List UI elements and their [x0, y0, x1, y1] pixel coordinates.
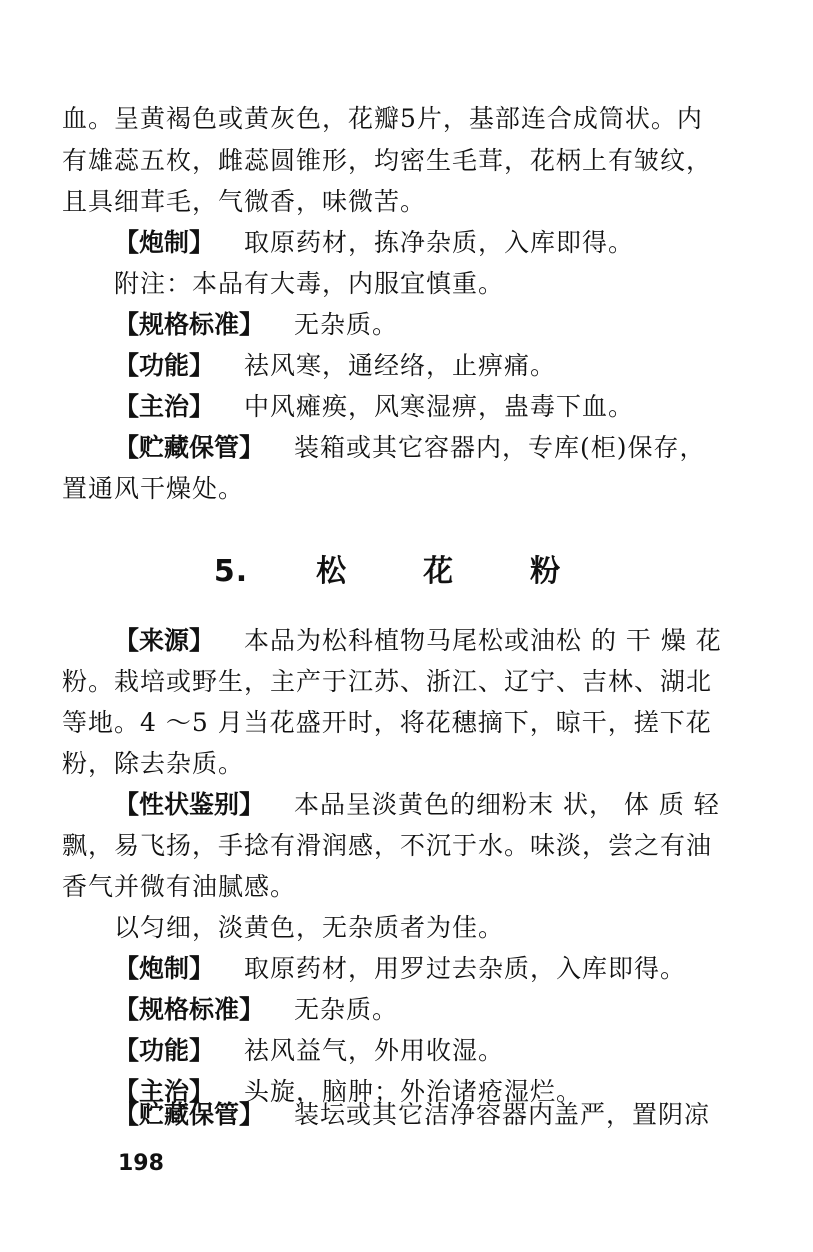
entry-number: 5.	[213, 554, 249, 589]
entry-source-text-1: 本品为松科植物马尾松或油松 的 干 燥 花	[244, 626, 722, 655]
entry-function-text: 祛风益气，外用收湿。	[244, 1036, 505, 1065]
entry-identify-line-3: 香气并微有油腻感。	[62, 872, 297, 901]
prev-function-text: 祛风寒，通经络，止痹痛。	[244, 351, 557, 380]
prev-description-line-3: 且具细茸毛，气微香，味微苦。	[62, 187, 427, 216]
entry-identify-tag: 【性状鉴别】	[114, 790, 265, 819]
prev-spec	[114, 308, 398, 342]
entry-storage-tag: 【贮藏保管】	[114, 1100, 265, 1129]
entry-title-char-1: 松	[316, 554, 348, 589]
prev-storage	[114, 431, 706, 465]
entry-storage	[114, 1098, 710, 1132]
entry-storage-text: 装坛或其它洁净容器内盖严，置阴凉	[294, 1100, 711, 1129]
entry-spec-tag: 【规格标准】	[114, 995, 265, 1024]
prev-indication-tag: 【主治】	[114, 392, 215, 421]
prev-function-tag: 【功能】	[114, 351, 215, 380]
prev-processing	[114, 226, 634, 260]
entry-processing	[114, 952, 686, 986]
prev-processing-text: 取原药材，拣净杂质，入库即得。	[244, 228, 635, 257]
entry-function	[114, 1034, 504, 1068]
entry-title-char-3: 粉	[530, 554, 562, 589]
prev-note: 附注：本品有大毒，内服宜慎重。	[114, 269, 505, 298]
entry-indication-tag: 【主治】	[114, 1077, 215, 1106]
prev-indication-text: 中风瘫痪，风寒湿痹，蛊毒下血。	[244, 392, 635, 421]
prev-description-line-2: 有雄蕊五枚，雌蕊圆锥形，均密生毛茸，花柄上有皱纹，	[62, 146, 713, 175]
entry-identify	[114, 788, 720, 822]
entry-source	[114, 624, 722, 658]
prev-processing-tag: 【炮制】	[114, 228, 215, 257]
entry-quality: 以匀细，淡黄色，无杂质者为佳。	[114, 913, 505, 942]
entry-spec	[114, 993, 398, 1027]
prev-description-line-1: 血。呈黄褐色或黄灰色，花瓣5片，基部连合成筒状。内	[62, 104, 703, 133]
entry-indication-text: 头旋，脑肿；外治诸疮湿烂。	[244, 1077, 583, 1106]
entry-source-line-2: 粉。栽培或野生，主产于江苏、浙江、辽宁、吉林、湖北	[62, 667, 713, 696]
entry-title-char-2: 花	[423, 554, 455, 589]
prev-spec-tag: 【规格标准】	[114, 310, 265, 339]
prev-spec-text: 无杂质。	[294, 310, 399, 339]
entry-source-line-4: 粉，除去杂质。	[62, 749, 245, 778]
entry-identify-line-2: 飘，易飞扬，手捻有滑润感，不沉于水。味淡，尝之有油	[62, 831, 713, 860]
entry-title	[0, 552, 813, 592]
prev-storage-text: 装箱或其它容器内，专库(柜)保存，	[294, 433, 706, 462]
prev-function	[114, 349, 556, 383]
entry-function-tag: 【功能】	[114, 1036, 215, 1065]
entry-identify-text-1: 本品呈淡黄色的细粉末 状， 体 质 轻	[294, 790, 720, 819]
entry-spec-text: 无杂质。	[294, 995, 399, 1024]
prev-storage-line-2: 置通风干燥处。	[62, 474, 245, 503]
entry-processing-tag: 【炮制】	[114, 954, 215, 983]
entry-source-line-3: 等地。4 ～5 月当花盛开时，将花穗摘下，晾干，搓下花	[62, 708, 712, 737]
prev-storage-tag: 【贮藏保管】	[114, 433, 265, 462]
page-number: 198	[118, 1151, 164, 1176]
entry-processing-text: 取原药材，用罗过去杂质，入库即得。	[244, 954, 687, 983]
entry-source-tag: 【来源】	[114, 626, 215, 655]
prev-indication	[114, 390, 634, 424]
